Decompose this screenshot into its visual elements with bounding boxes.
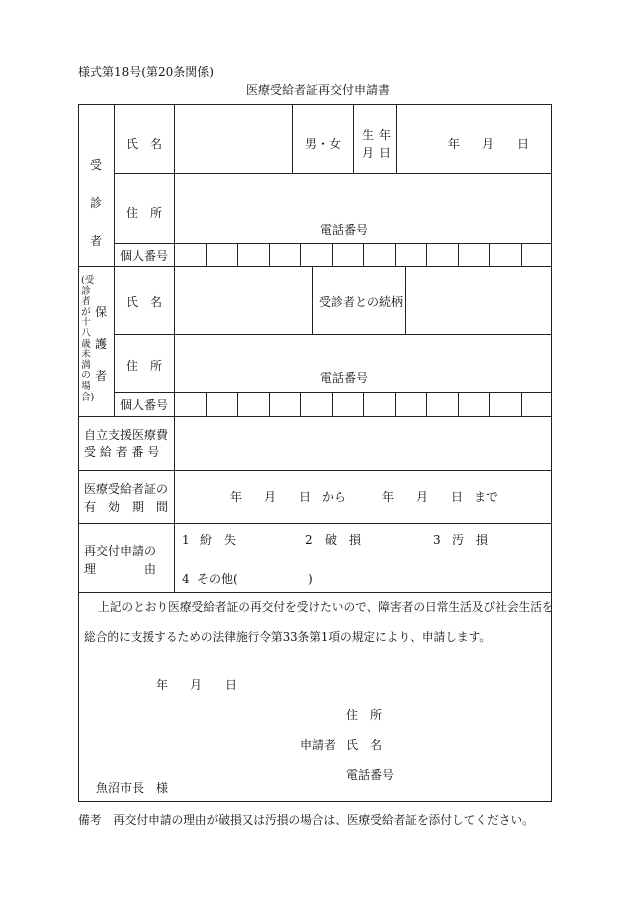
recipient-number-label-1: 自立支援医療費 xyxy=(84,428,169,442)
row-divider xyxy=(78,592,552,593)
number-cell-divider xyxy=(521,243,522,266)
number-cell-divider xyxy=(395,392,396,416)
guardian-address-label: 住 所 xyxy=(126,359,163,373)
number-cell-divider xyxy=(300,243,301,266)
reason-option-damaged-number[interactable]: 2 xyxy=(305,533,313,547)
guardian-section-note: (受診者が十八歳未満の場合) xyxy=(81,275,95,403)
validity-from-month: 月 xyxy=(264,490,277,504)
row-divider xyxy=(114,243,552,244)
birth-month-label: 月 xyxy=(482,137,495,151)
guardian-section-label: 保護者 xyxy=(94,305,107,383)
applicant-address-label: 住 所 xyxy=(346,708,383,722)
number-cell-divider xyxy=(269,392,270,416)
col-divider xyxy=(114,104,115,416)
validity-to-year: 年 xyxy=(382,490,395,504)
recipient-number-field[interactable] xyxy=(175,417,551,469)
reason-option-damaged[interactable]: 破 損 xyxy=(325,533,362,547)
declaration-line-2: 総合的に支援するための法律施行令第33条第1項の規定により、申請します。 xyxy=(84,630,492,644)
guardian-phone-label: 電話番号 xyxy=(320,371,369,385)
form-number: 様式第18号(第20条関係) xyxy=(78,65,214,79)
row-divider xyxy=(78,470,552,471)
number-cell-divider xyxy=(426,243,427,266)
number-cell-divider xyxy=(426,392,427,416)
number-cell-divider xyxy=(332,243,333,266)
number-cell-divider xyxy=(332,392,333,416)
col-divider xyxy=(353,104,354,173)
col-divider xyxy=(396,104,397,173)
reason-option-other[interactable]: その他( xyxy=(197,572,238,586)
guardian-relation-field[interactable] xyxy=(406,267,551,333)
validity-label-1: 医療受給者証の xyxy=(84,482,169,496)
validity-from-day: 日 xyxy=(299,490,312,504)
declaration-line-1: 上記のとおり医療受給者証の再交付を受けたいので、障害者の日常生活及び社会生活を xyxy=(98,600,554,614)
patient-name-field[interactable] xyxy=(175,105,291,172)
application-date-day: 日 xyxy=(225,678,238,692)
reason-label-1: 再交付申請の xyxy=(84,544,157,558)
number-cell-divider xyxy=(521,392,522,416)
recipient-number-label-2: 受 給 者 番 号 xyxy=(84,445,160,459)
row-divider xyxy=(78,523,552,524)
col-divider xyxy=(312,266,313,334)
number-cell-divider xyxy=(458,392,459,416)
number-cell-divider xyxy=(269,243,270,266)
applicant-name-label: 氏 名 xyxy=(346,738,383,752)
row-divider xyxy=(114,334,552,335)
row-divider xyxy=(114,392,552,393)
guardian-relation-label: 受診者との続柄 xyxy=(319,295,404,309)
number-cell-divider xyxy=(458,243,459,266)
patient-birth-label-bottom: 月日 xyxy=(362,146,397,160)
number-cell-divider xyxy=(237,392,238,416)
number-cell-divider xyxy=(237,243,238,266)
number-cell-divider xyxy=(395,243,396,266)
guardian-individual-number-label: 個人番号 xyxy=(120,398,169,412)
number-cell-divider xyxy=(206,243,207,266)
birth-day-label: 日 xyxy=(517,137,530,151)
guardian-name-label: 氏 名 xyxy=(126,295,163,309)
reason-option-lost[interactable]: 紛 失 xyxy=(200,533,237,547)
validity-from: から xyxy=(322,490,347,504)
reason-option-lost-number[interactable]: 1 xyxy=(182,533,190,547)
footnote: 備考 再交付申請の理由が破損又は汚損の場合は、医療受給者証を添付してください。 xyxy=(78,813,534,827)
birth-year-label: 年 xyxy=(448,137,461,151)
guardian-name-field[interactable] xyxy=(175,267,311,333)
reason-option-soiled[interactable]: 汚 損 xyxy=(452,533,489,547)
reason-other-close-paren: ) xyxy=(308,572,313,586)
application-date-year: 年 xyxy=(156,678,169,692)
applicant-phone-label: 電話番号 xyxy=(346,768,395,782)
number-cell-divider xyxy=(489,392,490,416)
validity-label-2: 有 効 期 間 xyxy=(84,500,169,514)
patient-birth-label-top: 生年 xyxy=(362,128,397,142)
application-date-month: 月 xyxy=(190,678,203,692)
number-cell-divider xyxy=(300,392,301,416)
patient-address-label: 住 所 xyxy=(126,206,163,220)
number-cell-divider xyxy=(363,392,364,416)
validity-to-day: 日 xyxy=(451,490,464,504)
applicant-label: 申請者 xyxy=(300,738,337,752)
number-cell-divider xyxy=(363,243,364,266)
validity-from-year: 年 xyxy=(230,490,243,504)
form-title: 医療受給者証再交付申請書 xyxy=(246,83,391,97)
patient-section-label: 受診者 xyxy=(89,158,102,248)
patient-phone-label: 電話番号 xyxy=(320,223,369,237)
validity-until: まで xyxy=(474,490,499,504)
col-divider xyxy=(292,104,293,173)
reason-option-other-number[interactable]: 4 xyxy=(182,572,190,586)
reason-label-2: 理 由 xyxy=(84,562,157,576)
number-cell-divider xyxy=(489,243,490,266)
patient-sex-label[interactable]: 男・女 xyxy=(305,137,342,151)
addressee: 魚沼市長 様 xyxy=(96,781,169,795)
number-cell-divider xyxy=(206,392,207,416)
patient-individual-number-label: 個人番号 xyxy=(120,249,169,263)
validity-to-month: 月 xyxy=(416,490,429,504)
reason-option-soiled-number[interactable]: 3 xyxy=(433,533,441,547)
patient-name-label: 氏 名 xyxy=(126,137,163,151)
